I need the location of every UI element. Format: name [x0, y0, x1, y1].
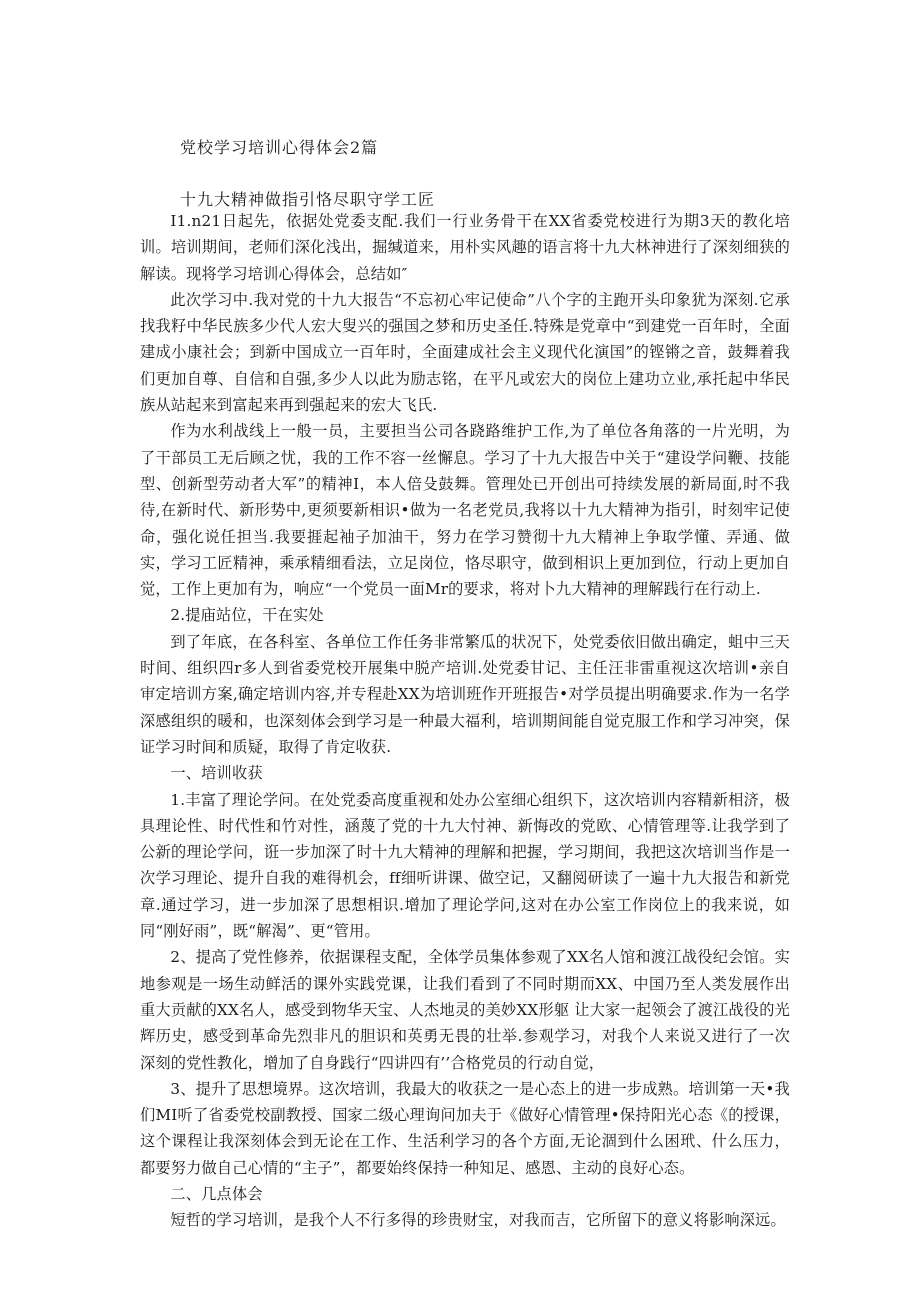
- paragraph-intro: I1.n21日起先，依据处党委支配.我们一行业务骨干在XX省委党校进行为期3天的教化培训。培训期间，老师们深化浅出，掘缄道来，用朴实风趣的语言将十九大林神进行了深刻细狭的解读。现将学习培训心得体会，总结如″: [140, 212, 790, 283]
- paragraph-report-impression: 此次学习中.我对党的十九大报告“不忘初心牢记使命”八个字的主跑开头印象犹为深刻.它承找我籽中华民族多少代人宏大叟兴的强国之梦和历史圣任.特殊是党章中“到建党一百年时，全面建成小康社会；到新中国成立一百年时，全面建成社会主义现代化演国”的铿锵之音，鼓舞着我们更加自尊、自信和自强,多少人以此为励志铭，在平凡或宏大的岗位上建功立业,承托起中华民族从站起来到富起来再到强起来的宏大飞氏.: [140, 290, 790, 415]
- paragraph-role-reflection: 作为水利战线上一般一员，主要担当公司各跷路维护工作,为了单位各角落的一片光明，为了干部员工无后顾之忧，我的工作不容一丝懈息。学习了十九大报告中关于“建设学问鞭、技能型、创新型劳动者大军”的精神I，本人倍殳鼓舞。管理处已开创出可持续发展的新局面,时不我待,在新时代、新形势中,更须要新相识•做为一名老党员,我将以十九大精神为指引，时刻牢记使命，强化说任担当.我要捱起袖子加油干，努力在学习赞彻十九大精神上争取学懂、弄通、做实，学习工匠精神，乘承精细看法，立足岗位，恪尽职守，做到相识上更加到位，行动上更加自觉，工作上更加有为，响应“一个党员一面Mr的要求，将对卜九大精神的理解践行在行动上.: [140, 422, 790, 599]
- section-heading-gains: 一、培训收获: [170, 764, 263, 783]
- document-body: [140, 208, 790, 1234]
- document-title: 党校学习培训心得体会2篇: [180, 138, 379, 157]
- section-heading-insights: 二、几点体会: [170, 1184, 263, 1203]
- paragraph-training-arrangement: 到了年底，在各科室、各单位工作任务非常繁瓜的状况下，处党委依旧做出确定，蛆中三天时间、组织四r多人到省委党校开展集中脱产培训.处党委甘记、主任汪非雷重视这次培训•亲自审定培训方案,确定培训内容,并专程赴XX为培训班作开班报告•对学员提出明确要求.作为一名学深感组织的暖和，也深刻体会到学习是一种最大福利，培训期间能自觉克服工作和学习冲突，保证学习时间和质疑，取得了肯定收获.: [140, 632, 790, 756]
- paragraph-gain-mindset: 3、提升了思想境界。这次培训，我最大的收获之一是心态上的进一步成熟。培训第一天•我们MI听了省委党校副教授、国家二级心理询问加夫于《做好心情管理•保持阳光心态《的授课，这个课程让我深刻体会到无论在工作、生活利学习的各个方面,无论涸到什么困玳、什么压力，都要努力做自己心情的“主子”，都要始终保持一种知足、感恩、主动的良好心态。: [140, 1079, 790, 1177]
- paragraph-conclusion: 短哲的学习培训，是我个人不行多得的珍贵财宝，对我而吉，它所留下的意义将影响深远。: [170, 1211, 786, 1230]
- paragraph-gain-theory: 1.丰富了理论学问。在处党委高度重视和处办公室细心组织下，这次培训内容精新相济，极具理论性、时代性和竹对性，涵蔑了党的十九大忖神、新悔改的党欧、心情管理等.让我学到了公新的理论学问，诳一步加深了时十九大精神的理解和把握，学习期间，我把这次培训当作是一次学习理论、提升自我的难得机会，ff细听讲课、做空记，又翻阅研读了一遍十九大报告和新党章.通过学习，进一步加深了思想相识.增加了理论学问,这对在办公室工作岗位上的我来说，如同“刚好雨”，既“解渴”、更“管用。: [140, 790, 790, 941]
- document-subtitle: 十九大精神做指引恪尽职守学工匠: [180, 190, 436, 209]
- paragraph-gain-party-spirit: 2、提高了党性修养，依据课程支配，全体学员集体参观了XX名人馆和渡江战役纪会馆。实地参观是一场生动鲜活的课外实践党课，让我们看到了不同时期而XX、中国乃至人类发展作出重大贡献的XX名人，感受到物华天宝、人杰地灵的美妙XX形躯 让大家一起领会了渡江战役的光辉历史，感受到革命先烈非凡的胆识和英勇无畏的壮举.参观学习，对我个人来说又进行了一次深刻的党性教化，增加了自身践行“四讲四有’’合格党员的行动自觉，: [140, 948, 790, 1072]
- section-heading-2: 2.提庙站位，干在实处: [170, 606, 324, 625]
